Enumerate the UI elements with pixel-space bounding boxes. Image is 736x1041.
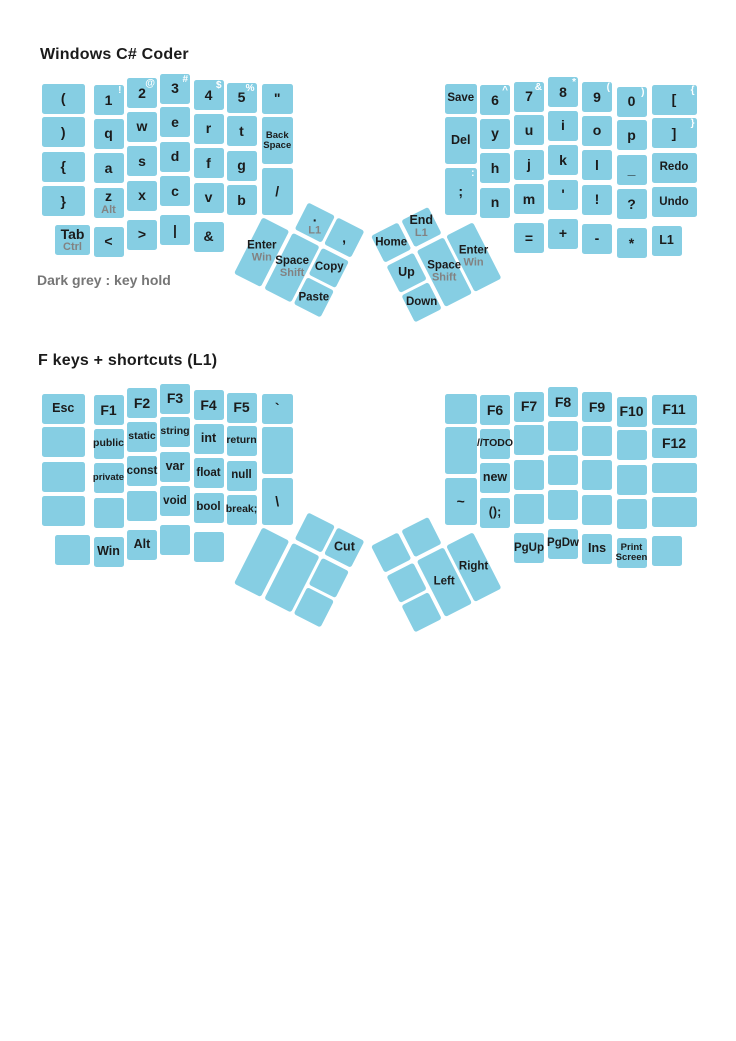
key-shift-label: } — [690, 118, 695, 129]
key-tap-label: + — [558, 225, 568, 242]
key-tap-label: Alt — [133, 536, 151, 551]
key-layer2-right-main-c7r1 — [514, 425, 544, 455]
key-layer1-right-main-c6r3 — [480, 188, 510, 218]
key-tap-label: 4 — [204, 86, 213, 103]
key-layer2-left-main-c4r5 — [194, 532, 224, 562]
key-layer2-right-main-c7r3 — [514, 494, 544, 524]
key-hold-label: Ctrl — [63, 241, 82, 254]
key-layer2-right-main-innr0 — [445, 394, 477, 424]
key-tap-label: ` — [274, 400, 280, 417]
key-layer1-left-main-c4r5 — [194, 222, 224, 252]
key-tap-label: Back Space — [263, 129, 292, 151]
key-layer1-left-main-c4r3 — [194, 183, 224, 213]
key-tap-label: k — [559, 151, 567, 168]
key-tap-label: //TODO — [477, 436, 513, 449]
legend-key-hold: Dark grey : key hold — [37, 272, 171, 288]
key-tap-label: ! — [594, 191, 600, 208]
key-tap-label: | — [173, 221, 177, 238]
key-tap-label: Esc — [52, 400, 75, 415]
key-layer1-right-main-c6r0 — [480, 85, 510, 115]
key-layer1-right-main-c6r1 — [480, 119, 510, 149]
key-layer1-right-main-outr5 — [652, 226, 682, 256]
key-shift-label: : — [471, 167, 475, 179]
key-layer1-left-main-c0r3 — [42, 186, 86, 216]
key-layer2-right-main-c6r0 — [480, 395, 510, 425]
key-tap-label: Down — [405, 296, 437, 309]
key-tap-label: Redo — [659, 161, 689, 174]
key-tap-label: 7 — [525, 88, 533, 105]
key-tap-label: 3 — [171, 80, 179, 97]
key-tap-label: _ — [627, 161, 636, 178]
key-layer1-left-main-tab — [55, 225, 90, 255]
key-layer1-right-main-c8r3 — [548, 180, 578, 210]
key-tap-label: Undo — [659, 195, 689, 208]
key-shift-label: & — [534, 81, 542, 93]
key-layer2-left-main-c3r1 — [160, 417, 190, 447]
key-layer1-left-main-c2r5 — [127, 220, 157, 250]
key-tap-label: o — [592, 122, 602, 139]
key-hold-label: Shift — [279, 267, 304, 280]
key-tap-label: g — [237, 157, 246, 174]
key-tap-label: 2 — [138, 84, 146, 101]
key-tap-label: float — [196, 466, 221, 479]
key-layer1-left-main-c4r2 — [194, 148, 224, 178]
key-layer1-right-main-c9r5 — [582, 224, 612, 254]
key-tap-label: End — [408, 213, 433, 228]
key-layer1-left-main-c1r1 — [94, 119, 124, 149]
key-layer2-left-main-c2r2 — [127, 456, 157, 486]
key-tap-label: f — [206, 154, 211, 171]
key-layer2-left-main-c1r1 — [94, 429, 124, 459]
key-tap-label: new — [482, 470, 508, 485]
key-tap-label: L1 — [659, 233, 674, 248]
key-layer2-right-main-c8r2 — [548, 455, 578, 485]
key-layer1-right-main-c0r5 — [617, 228, 647, 258]
key-tap-label: F8 — [554, 393, 572, 410]
key-layer2-right-main-c8r1 — [548, 421, 578, 451]
key-layer2-left-main-c4r3 — [194, 493, 224, 523]
key-layer2-right-main-c0r1 — [617, 430, 647, 460]
key-layer2-right-main-c7r2 — [514, 460, 544, 490]
key-shift-label: ( — [606, 82, 610, 93]
key-tap-label: F4 — [200, 396, 217, 413]
key-layer2-left-main-c3r3 — [160, 486, 190, 516]
key-tap-label: return — [226, 434, 257, 447]
key-tap-label: void — [163, 494, 187, 507]
key-tap-label: n — [490, 194, 500, 211]
key-layer1-right-main-c8r0 — [548, 77, 578, 107]
key-layer2-right-main-c0r5 — [617, 538, 647, 568]
key-tap-label: ; — [458, 182, 464, 199]
key-layer2-left-main-c2r1 — [127, 422, 157, 452]
key-layer2-left-main-c0r1 — [42, 427, 86, 457]
key-hold-label: Shift — [431, 272, 456, 285]
key-layer1-right-main-c7r3 — [514, 184, 544, 214]
key-layer2-right-main-c7r0 — [514, 392, 544, 422]
key-hold-label: Win — [463, 256, 484, 269]
key-layer1-left-main-c1r3 — [94, 188, 124, 218]
key-layer1-right-main-outr3 — [652, 187, 697, 217]
key-shift-label: ^ — [502, 85, 508, 96]
key-shift-label: % — [245, 82, 255, 94]
key-layer2-right-main-outr1 — [652, 428, 697, 458]
key-tap-label: Right — [458, 560, 488, 573]
key-layer2-left-main-c0r2 — [42, 462, 86, 492]
key-layer2-left-main-c5r1 — [227, 426, 257, 456]
key-tap-label: s — [138, 152, 146, 169]
key-tap-label: const — [126, 464, 158, 477]
layer2-title: F keys + shortcuts (L1) — [38, 352, 218, 369]
key-layer2-left-main-c1r5 — [94, 537, 124, 567]
layer1-title: Windows C# Coder — [40, 46, 189, 63]
key-tap-label: private — [92, 472, 125, 484]
key-tap-label: < — [104, 233, 113, 250]
key-layer1-right-main-c6r2 — [480, 153, 510, 183]
key-layer2-left-main-c1r2 — [94, 463, 124, 493]
key-layer1-left-main-c1r2 — [94, 153, 124, 183]
key-tap-label: 0 — [627, 93, 636, 110]
key-layer2-right-main-c8r0 — [548, 387, 578, 417]
key-tap-label: ) — [60, 123, 66, 140]
key-layer2-left-main-c4r1 — [194, 424, 224, 454]
key-tap-label: { — [60, 158, 66, 175]
key-layer1-right-main-c9r3 — [582, 185, 612, 215]
key-tap-label: PgDw — [547, 537, 579, 550]
key-tap-label: (); — [488, 504, 502, 519]
key-tap-label: i — [561, 117, 565, 134]
key-tap-label: Del — [451, 132, 471, 147]
key-tap-label: Copy — [314, 261, 344, 274]
key-layer2-left-main-c2r0 — [127, 388, 157, 418]
key-layer1-left-main-c5r3 — [227, 185, 257, 215]
key-layer1-right-main-c7r0 — [514, 82, 544, 112]
key-tap-label: var — [165, 458, 185, 473]
key-hold-label: L1 — [414, 227, 427, 240]
key-layer1-left-main-c2r1 — [127, 112, 157, 142]
key-layer1-left-main-c2r3 — [127, 181, 157, 211]
key-tap-label: Enter — [247, 239, 277, 252]
key-tap-label: a — [104, 159, 113, 176]
key-tap-label: 5 — [237, 89, 246, 106]
key-tap-label: F6 — [486, 401, 504, 418]
key-tap-label: h — [490, 159, 500, 176]
key-tap-label: d — [170, 148, 180, 165]
key-layer1-left-main-c0r1 — [42, 117, 86, 147]
key-tap-label: . — [312, 208, 317, 225]
key-tap-label: Home — [374, 236, 407, 249]
key-layer1-right-main-outr0 — [652, 85, 697, 115]
key-layer2-left-main-c6tall1 — [262, 427, 294, 474]
key-tap-label: w — [136, 118, 148, 135]
key-tap-label: F11 — [662, 401, 686, 418]
key-tap-label: j — [527, 156, 531, 173]
key-tap-label: p — [627, 126, 636, 143]
key-hold-label: Win — [251, 251, 272, 264]
key-tap-label: null — [231, 469, 252, 482]
layer1-windows-csharp-coder — [0, 73, 736, 344]
key-tap-label: * — [628, 234, 635, 251]
key-tap-label: int — [200, 430, 217, 445]
key-tap-label: Win — [97, 543, 120, 558]
key-layer2-right-main-c9r1 — [582, 426, 612, 456]
key-tap-label: Save — [447, 92, 475, 105]
key-layer1-right-main-c7r1 — [514, 115, 544, 145]
key-layer2-left-main-c4r2 — [194, 458, 224, 488]
key-hold-label: L1 — [307, 223, 321, 236]
key-tap-label: static — [128, 429, 156, 442]
key-layer1-left-main-c5r1 — [227, 116, 257, 146]
key-layer1-left-main-c3r1 — [160, 107, 190, 137]
key-layer2-left-main-c0r3 — [42, 496, 86, 526]
key-layer1-right-main-c9r1 — [582, 116, 612, 146]
key-layer2-left-main-c0r0 — [42, 394, 86, 424]
key-tap-label: Print Screen — [615, 542, 648, 563]
key-layer1-right-main-c7r2 — [514, 150, 544, 180]
key-layer1-left-main-c3r5 — [160, 215, 190, 245]
key-tap-label: z — [105, 188, 112, 205]
key-layer2-left-main-c5r2 — [227, 461, 257, 491]
key-tap-label: } — [60, 192, 66, 209]
key-layer1-right-main-outr1 — [652, 118, 697, 148]
key-tap-label: ' — [561, 186, 565, 203]
key-tap-label: 1 — [104, 91, 113, 108]
key-layer2-right-main-c6r3 — [480, 498, 510, 528]
key-tap-label: F5 — [233, 399, 250, 416]
key-layer2-right-main-c0r3 — [617, 499, 647, 529]
key-tap-label: 6 — [491, 91, 499, 108]
key-tap-label: Space — [274, 255, 309, 268]
key-tap-label: / — [275, 182, 280, 199]
key-layer2-right-main-outr5 — [652, 536, 682, 566]
key-tap-label: l — [595, 156, 599, 173]
key-layer2-right-main-c6r1 — [477, 429, 513, 459]
key-layer1-left-main-c3r3 — [160, 176, 190, 206]
key-tap-label: = — [524, 229, 534, 246]
key-tap-label: b — [237, 191, 246, 208]
key-layer2-left-main-c1r3 — [94, 498, 124, 528]
key-tap-label: x — [138, 187, 146, 204]
key-tap-label: bool — [196, 501, 221, 514]
key-tap-label: , — [342, 229, 347, 246]
key-tap-label: break; — [225, 503, 258, 516]
key-tap-label: string — [160, 425, 190, 438]
key-tap-label: ] — [671, 124, 677, 141]
key-tap-label: ? — [627, 195, 636, 212]
key-tap-label: \ — [275, 492, 280, 509]
key-shift-label: ! — [118, 85, 122, 96]
key-tap-label: & — [203, 228, 214, 245]
key-tap-label: r — [205, 120, 212, 137]
key-tap-label: Up — [397, 264, 415, 279]
key-tap-label: m — [522, 190, 536, 207]
key-shift-label: # — [182, 73, 188, 85]
key-layer1-left-main-c3r2 — [160, 142, 190, 172]
key-layer1-left-main-c5r2 — [227, 151, 257, 181]
key-layer1-left-main-c6tall1 — [262, 117, 294, 164]
key-layer2-right-main-c0r0 — [617, 397, 647, 427]
key-layer2-right-main-c8r3 — [548, 490, 578, 520]
key-layer1-right-main-innr0 — [445, 84, 477, 114]
key-tap-label: ~ — [456, 492, 465, 509]
key-tap-label: Ins — [587, 540, 607, 555]
key-tap-label: F2 — [133, 394, 151, 411]
key-layer1-right-main-c8r5 — [548, 219, 578, 249]
key-layer2-left-main-c5r0 — [227, 393, 257, 423]
key-layer1-right-main-c8r1 — [548, 111, 578, 141]
key-tap-label: F7 — [520, 398, 538, 415]
key-layer1-right-main-inntall1 — [445, 117, 477, 164]
key-tap-label: Enter — [458, 244, 488, 257]
key-tap-label: public — [93, 436, 124, 449]
key-layer2-right-main-outr2 — [652, 463, 697, 493]
key-tap-label: > — [137, 226, 147, 243]
key-tap-label: c — [171, 182, 179, 199]
key-layer1-right-main-c0r1 — [617, 120, 647, 150]
key-layer1-right-main-c0r0 — [617, 87, 647, 117]
key-layer1-right-main-outr2 — [652, 153, 697, 183]
layer2-fkeys-shortcuts — [0, 390, 736, 654]
key-tap-label: e — [171, 113, 179, 130]
key-tap-label: [ — [671, 91, 677, 108]
key-shift-label: ) — [641, 86, 645, 98]
key-tap-label: F9 — [588, 398, 606, 415]
key-tap-label: 9 — [593, 88, 601, 105]
key-tap-label: F10 — [619, 403, 644, 420]
key-layer2-right-main-outr3 — [652, 497, 697, 527]
key-layer2-left-main-c1r0 — [94, 395, 124, 425]
key-layer1-left-main-c0r0 — [42, 84, 86, 114]
key-shift-label: $ — [215, 80, 222, 91]
key-layer2-right-main-outr0 — [652, 395, 697, 425]
key-layer1-right-main-c9r2 — [582, 150, 612, 180]
key-tap-label: ( — [60, 90, 66, 107]
key-tap-label: Space — [426, 260, 461, 273]
key-tap-label: " — [273, 90, 281, 107]
key-tap-label: F12 — [661, 434, 687, 451]
key-layer2-right-main-c9r3 — [582, 495, 612, 525]
key-layer2-left-main-c3r2 — [160, 452, 190, 482]
key-shift-label: @ — [145, 78, 155, 89]
key-tap-label: F1 — [100, 401, 117, 418]
key-layer1-left-main-c2r0 — [127, 78, 157, 108]
key-layer2-right-main-c9r0 — [582, 392, 612, 422]
key-tap-label: v — [204, 189, 213, 206]
key-layer1-right-main-c8r2 — [548, 145, 578, 175]
key-hold-label: Alt — [101, 203, 116, 216]
key-tap-label: Paste — [298, 291, 330, 304]
key-layer2-right-main-c8r5 — [548, 529, 578, 559]
key-layer2-left-main-tab — [55, 535, 90, 565]
key-layer2-left-main-c2r3 — [127, 491, 157, 521]
key-layer2-left-main-c5r3 — [227, 495, 257, 525]
key-layer1-left-main-c5r0 — [227, 83, 257, 113]
key-layer1-left-main-c4r1 — [194, 114, 224, 144]
key-tap-label: Cut — [333, 540, 355, 555]
key-tap-label: 8 — [559, 83, 567, 100]
key-layer1-left-main-c1r0 — [94, 85, 124, 115]
key-layer2-left-main-c4r0 — [194, 390, 224, 420]
key-layer1-left-main-c3r0 — [160, 74, 190, 104]
key-layer1-right-main-c0r2 — [617, 155, 647, 185]
key-layer1-left-main-c2r2 — [127, 146, 157, 176]
key-shift-label: * — [572, 77, 576, 88]
key-layer2-right-main-c9r2 — [582, 460, 612, 490]
key-layer1-right-main-c7r5 — [514, 223, 544, 253]
key-layer2-right-main-c6r2 — [480, 463, 510, 493]
key-tap-label: Left — [432, 576, 454, 589]
key-tap-label: q — [104, 125, 113, 142]
key-layer1-left-main-c4r0 — [194, 80, 224, 110]
key-layer1-right-main-c9r0 — [582, 82, 612, 112]
key-shift-label: { — [690, 84, 695, 96]
key-tap-label: Tab — [60, 225, 85, 242]
key-tap-label: u — [524, 121, 534, 138]
key-layer2-left-main-c3r0 — [160, 384, 190, 414]
key-tap-label: - — [594, 230, 600, 247]
key-layer2-left-main-c6r0 — [262, 394, 294, 424]
key-layer2-right-main-c7r5 — [514, 533, 544, 563]
key-tap-label: PgUp — [513, 541, 545, 554]
key-layer2-right-main-c9r5 — [582, 534, 612, 564]
key-layer1-right-main-c0r3 — [617, 189, 647, 219]
key-tap-label: t — [239, 122, 244, 139]
key-layer1-left-main-c6r0 — [262, 84, 294, 114]
key-layer2-right-main-inntall1 — [445, 427, 477, 474]
key-layer2-left-main-c2r5 — [127, 530, 157, 560]
key-layer1-left-main-c1r5 — [94, 227, 124, 257]
key-tap-label: F3 — [166, 390, 184, 407]
key-layer1-left-main-c0r2 — [42, 152, 86, 182]
key-layer2-right-main-c0r2 — [617, 465, 647, 495]
key-layer2-left-main-c3r5 — [160, 525, 190, 555]
key-tap-label: y — [491, 125, 499, 142]
